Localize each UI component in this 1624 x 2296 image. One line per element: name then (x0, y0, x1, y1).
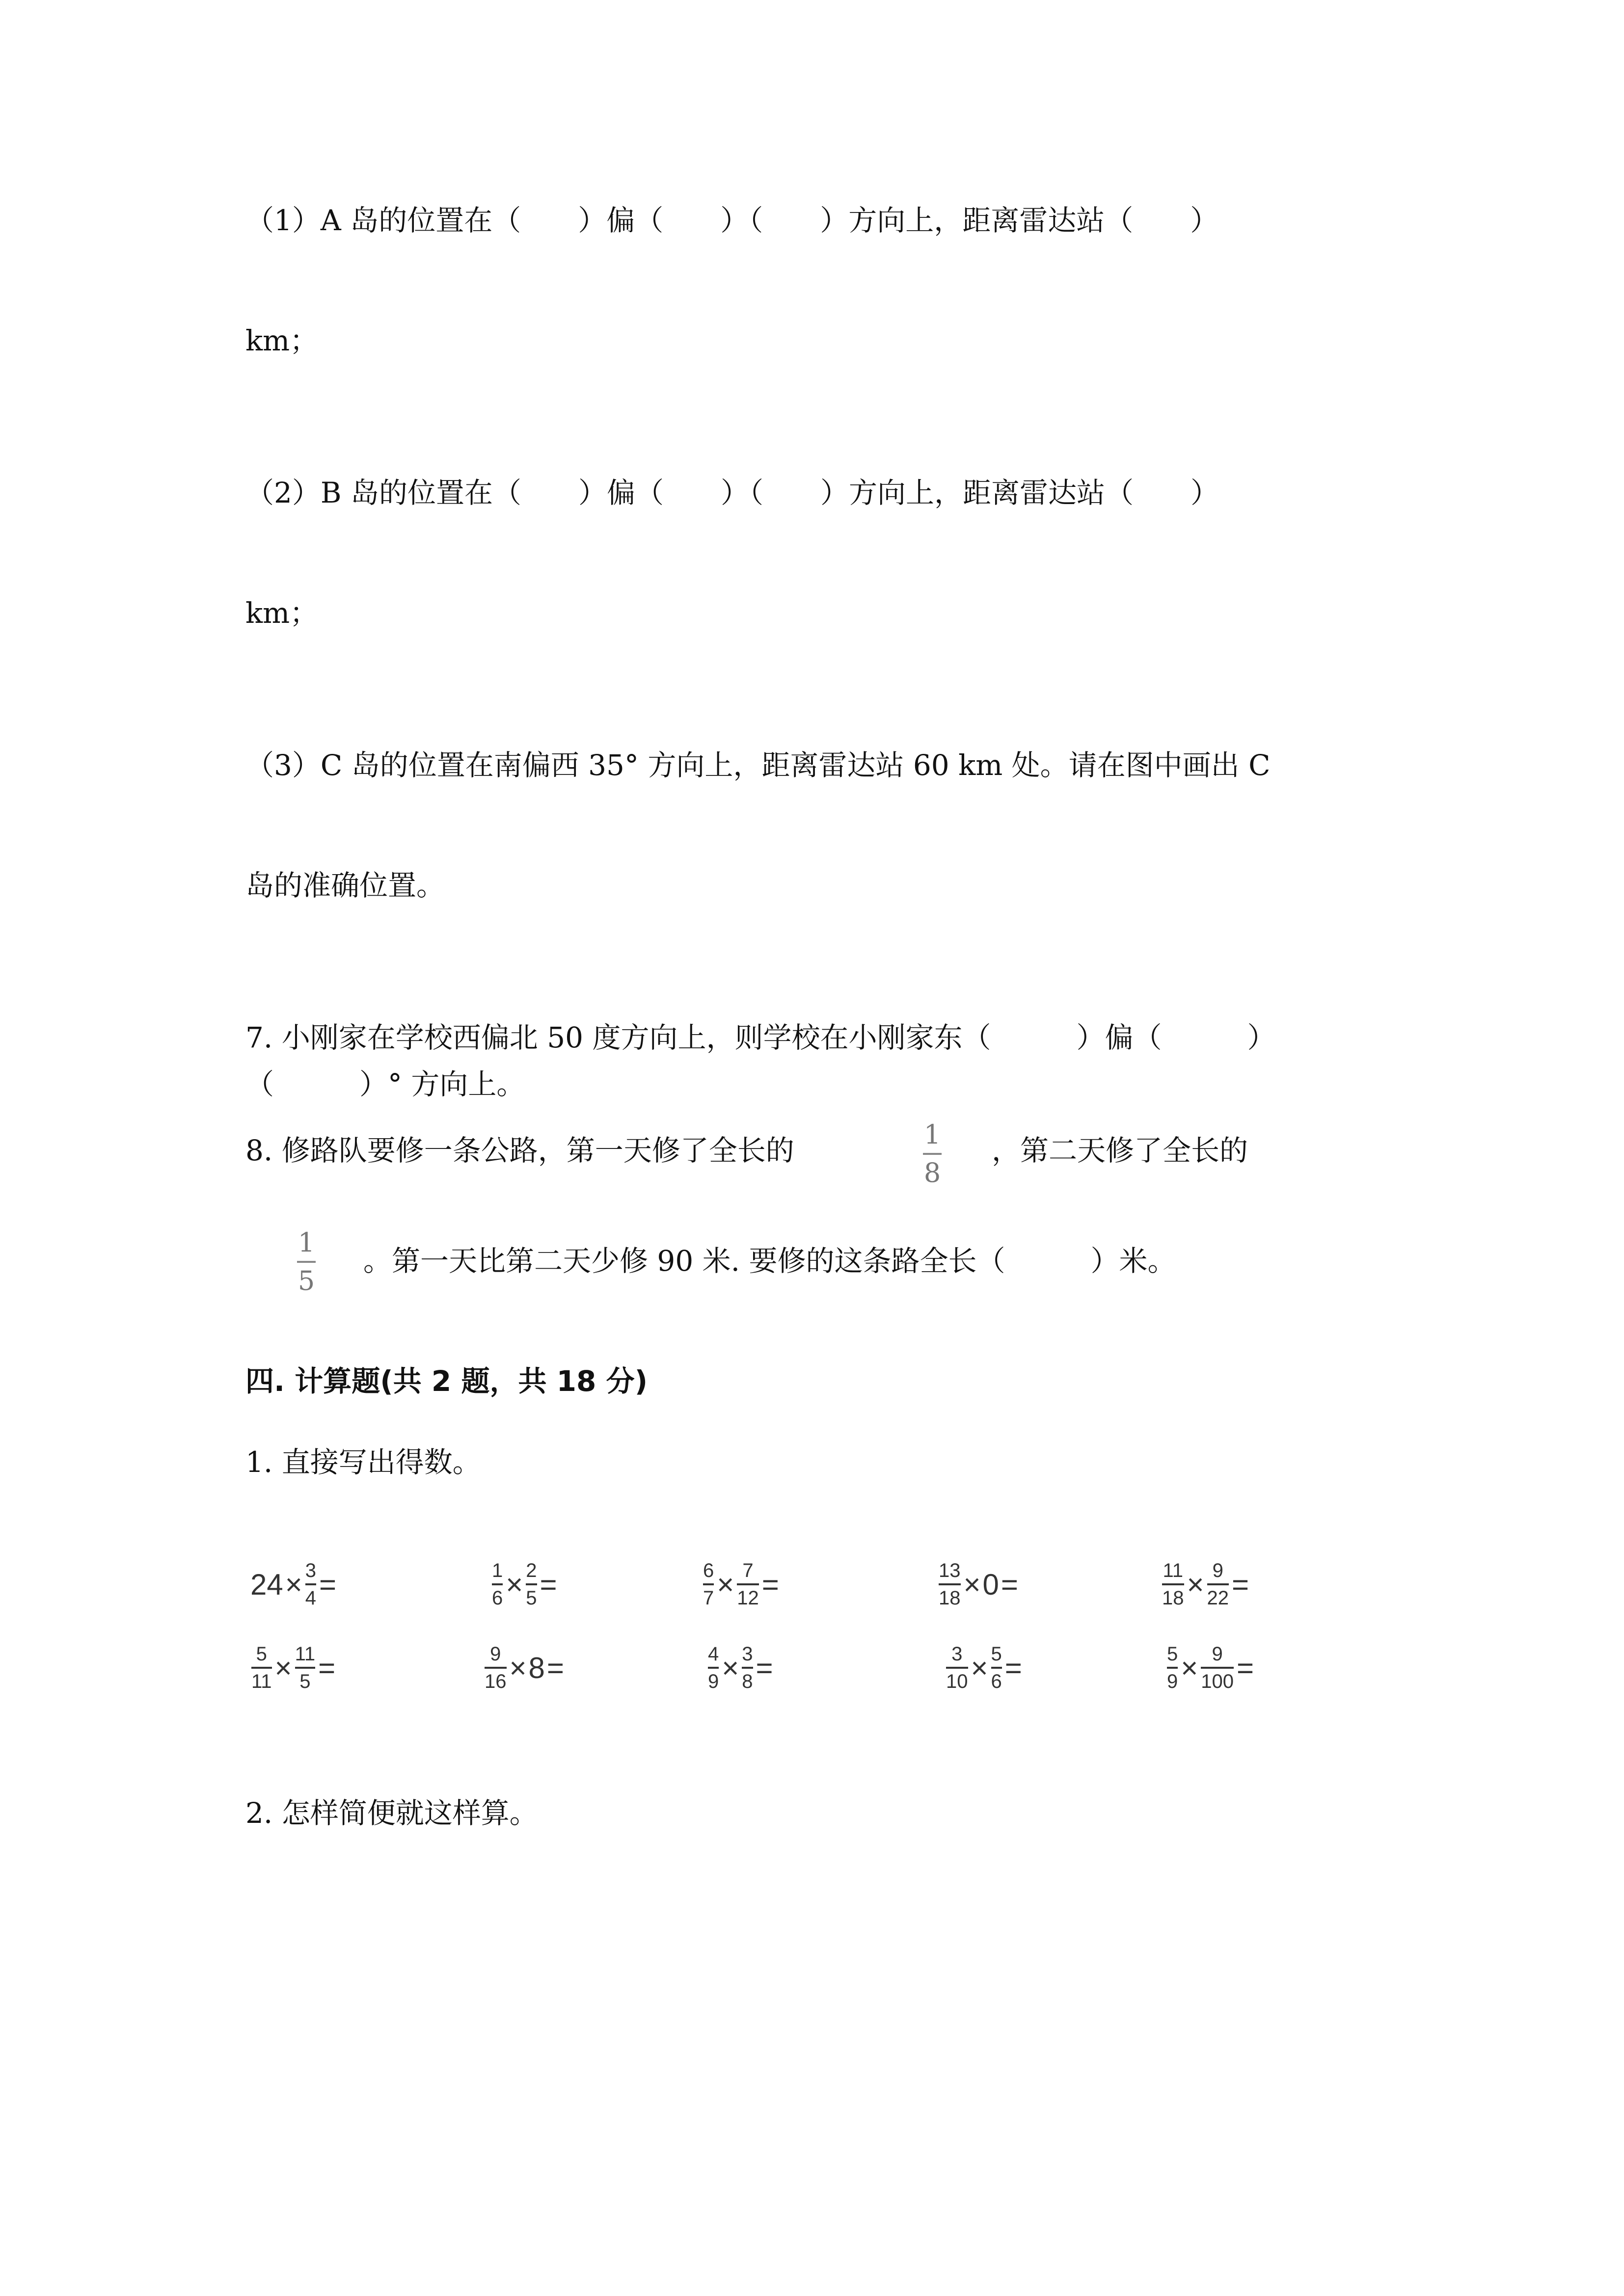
calc-item (707, 1644, 775, 1691)
numerator: 5 (256, 1643, 267, 1665)
denominator: 6 (492, 1587, 503, 1609)
q8-fraction-2 (297, 1229, 316, 1294)
denominator: 100 (1201, 1671, 1234, 1692)
denominator: 9 (708, 1671, 719, 1692)
calc-item (702, 1561, 781, 1608)
numerator: 4 (708, 1643, 719, 1665)
times-sign: × (1187, 1568, 1204, 1601)
fraction-bar (295, 1667, 316, 1669)
numerator: 7 (742, 1560, 754, 1581)
times-sign: × (722, 1651, 739, 1684)
times-sign: × (717, 1568, 734, 1601)
fraction-bar (1207, 1583, 1229, 1585)
denominator: 22 (1207, 1587, 1229, 1609)
calc-item (484, 1644, 566, 1691)
calc-fraction (526, 1561, 537, 1608)
q6-part3-cont: 岛的准确位置。 (245, 869, 445, 902)
calc-fraction (742, 1644, 753, 1691)
fraction-bar (305, 1583, 316, 1585)
q6-part2: （2）B 岛的位置在（ ）偏（ ）（ ）方向上，距离雷达站（ ） (245, 476, 1219, 509)
calc-fraction (295, 1644, 316, 1691)
fraction-bar (923, 1153, 942, 1155)
fraction-bar (297, 1261, 316, 1263)
q6-part1-unit: km； (245, 324, 319, 357)
numerator: 3 (305, 1560, 317, 1581)
denominator: 5 (299, 1671, 311, 1692)
equals-sign: = (1232, 1568, 1249, 1601)
fraction-numerator: 1 (923, 1119, 941, 1150)
denominator: 18 (1162, 1587, 1184, 1609)
q6-part3: （3）C 岛的位置在南偏西 35° 方向上，距离雷达站 60 km 处。请在图中画出 C (245, 748, 1271, 782)
calc-fraction (708, 1644, 719, 1691)
calc-fraction (939, 1561, 961, 1608)
denominator: 9 (1167, 1671, 1178, 1692)
fraction-bar (492, 1583, 503, 1585)
denominator: 11 (251, 1671, 272, 1692)
fraction-bar (526, 1583, 537, 1585)
denominator: 5 (526, 1587, 537, 1609)
calc-item (938, 1561, 1020, 1608)
calc-item (250, 1644, 337, 1691)
times-sign: × (971, 1651, 988, 1684)
times-sign: × (274, 1651, 292, 1684)
q7-line2: （ ）° 方向上。 (245, 1068, 525, 1101)
q7-line1: 7. 小刚家在学校西偏北 50 度方向上，则学校在小刚家东（ ）偏（ ） (245, 1021, 1276, 1054)
calc-fraction (1167, 1644, 1178, 1691)
equals-sign: = (1001, 1568, 1018, 1601)
calc-fraction (1207, 1561, 1229, 1608)
calc-fraction (305, 1561, 316, 1608)
denominator: 10 (946, 1671, 968, 1692)
times-sign: × (1181, 1651, 1198, 1684)
calc-number: 0 (982, 1568, 999, 1601)
numerator: 13 (939, 1560, 961, 1581)
equals-sign: = (546, 1651, 564, 1684)
q8-line1-a: 8. 修路队要修一条公路，第一天修了全长的 (245, 1134, 794, 1167)
q8-line1-b: ，第二天修了全长的 (992, 1134, 1248, 1167)
numerator: 9 (490, 1643, 501, 1665)
q8-fraction-1 (923, 1121, 942, 1186)
numerator: 11 (295, 1643, 316, 1665)
calc-fraction (492, 1561, 503, 1608)
q6-part1: （1）A 岛的位置在（ ）偏（ ）（ ）方向上，距离雷达站（ ） (245, 204, 1219, 237)
fraction-bar (737, 1583, 759, 1585)
fraction-bar (703, 1583, 714, 1585)
numerator: 1 (492, 1560, 503, 1581)
section4-q1: 1. 直接写出得数。 (245, 1445, 481, 1479)
denominator: 16 (485, 1671, 507, 1692)
denominator: 7 (703, 1587, 714, 1609)
equals-sign: = (540, 1568, 557, 1601)
denominator: 4 (305, 1587, 317, 1609)
calc-number: 24 (250, 1568, 283, 1601)
fraction-bar (708, 1667, 719, 1669)
fraction-bar (1167, 1667, 1178, 1669)
calc-fraction (737, 1561, 759, 1608)
calc-fraction (946, 1644, 968, 1691)
fraction-bar (939, 1583, 961, 1585)
calc-fraction (1201, 1644, 1234, 1691)
calc-fraction (251, 1644, 272, 1691)
section4-title: 四. 计算题(共 2 题，共 18 分) (245, 1364, 648, 1398)
equals-sign: = (761, 1568, 779, 1601)
calc-item (250, 1561, 338, 1608)
calc-fraction (991, 1644, 1002, 1691)
equals-sign: = (1004, 1651, 1022, 1684)
fraction-bar (1201, 1667, 1234, 1669)
numerator: 9 (1212, 1643, 1223, 1665)
calc-number: 8 (528, 1651, 545, 1684)
calc-item (945, 1644, 1024, 1691)
fraction-bar (991, 1667, 1002, 1669)
calc-fraction (485, 1644, 507, 1691)
q8-line2: 。第一天比第二天少修 90 米. 要修的这条路全长（ ）米。 (363, 1244, 1176, 1278)
times-sign: × (963, 1568, 981, 1601)
denominator: 6 (991, 1671, 1002, 1692)
fraction-bar (946, 1667, 968, 1669)
times-sign: × (285, 1568, 302, 1601)
fraction-denominator: 8 (923, 1157, 941, 1188)
numerator: 5 (1167, 1643, 1178, 1665)
numerator: 3 (951, 1643, 963, 1665)
calc-item (1166, 1644, 1256, 1691)
fraction-bar (1162, 1583, 1184, 1585)
fraction-bar (742, 1667, 753, 1669)
times-sign: × (509, 1651, 527, 1684)
times-sign: × (506, 1568, 523, 1601)
fraction-denominator: 5 (298, 1265, 315, 1296)
denominator: 12 (737, 1587, 759, 1609)
numerator: 5 (991, 1643, 1002, 1665)
calc-fraction (1162, 1561, 1184, 1608)
section4-q2: 2. 怎样简便就这样算。 (245, 1796, 538, 1830)
calc-item (491, 1561, 559, 1608)
fraction-numerator: 1 (298, 1227, 315, 1258)
fraction-bar (251, 1667, 272, 1669)
numerator: 9 (1212, 1560, 1223, 1581)
numerator: 6 (703, 1560, 714, 1581)
numerator: 11 (1163, 1560, 1184, 1581)
fraction-bar (485, 1667, 507, 1669)
q6-part2-unit: km； (245, 596, 319, 630)
equals-sign: = (1237, 1651, 1254, 1684)
numerator: 3 (742, 1643, 753, 1665)
calc-fraction (703, 1561, 714, 1608)
numerator: 2 (526, 1560, 537, 1581)
equals-sign: = (319, 1568, 337, 1601)
denominator: 18 (939, 1587, 961, 1609)
calc-item (1161, 1561, 1251, 1608)
denominator: 8 (742, 1671, 753, 1692)
equals-sign: = (318, 1651, 336, 1684)
equals-sign: = (756, 1651, 773, 1684)
